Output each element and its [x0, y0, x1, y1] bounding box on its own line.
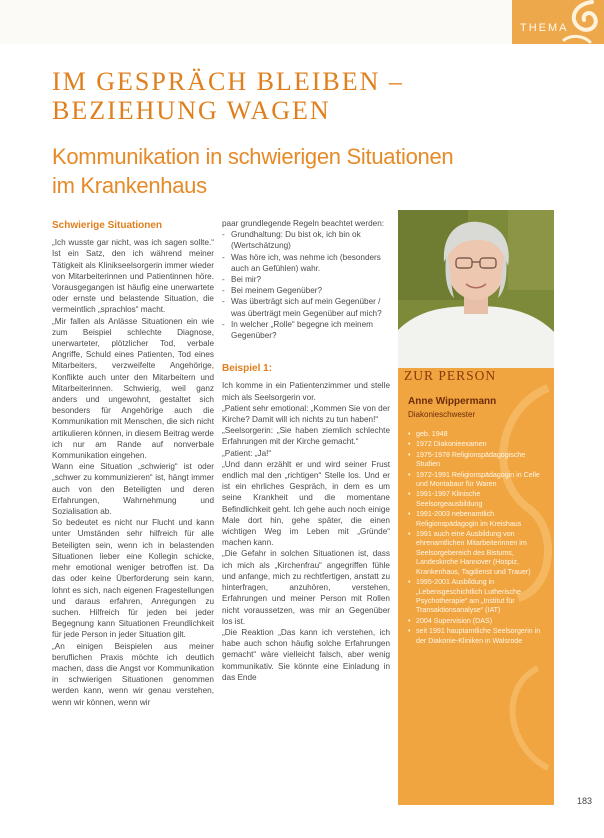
bio-item: • 1991-1997 Klinische Seelsorgeausbildung: [408, 490, 548, 509]
rule-item: - Bei meinem Gegenüber?: [222, 285, 390, 296]
section-heading: Beispiel 1:: [222, 363, 273, 375]
rule-item: - Grundhaltung: Du bist ok, ich bin ok (Wertschätzung): [222, 229, 390, 251]
paragraph: „Seelsorgerin: „Sie haben ziemlich schlechte Erfahrungen mit der Kirche gemacht.“: [222, 426, 390, 447]
portrait-image: [398, 210, 554, 370]
bio-list: [408, 430, 548, 647]
article-headline: [52, 67, 552, 125]
paragraph: „Patient sehr emotional: „Kommen Sie von der Kirche? Damit will ich nichts zu tun haben!“: [222, 403, 390, 425]
bio-item: • 1972 Diakonieexamen: [408, 440, 548, 449]
subheadline-line: Kommunikation in schwierigen Situationen: [52, 144, 454, 169]
paragraph: Ich komme in ein Patientenzimmer und stelle mich als Seelsorgerin vor.: [222, 381, 390, 402]
bio-item: • 2004 Supervision (DAS): [408, 617, 548, 626]
headline-line: BEZIEHUNG WAGEN: [52, 96, 331, 125]
subheadline-line: im Krankenhaus: [52, 173, 207, 198]
rule-item: - Bei mir?: [222, 274, 390, 285]
section-tab: [512, 0, 604, 44]
paragraph: So bedeutet es nicht nur Flucht und kann unter Umständen sehr hilfreich für alle Beteiligten sein, wenn ich in belastenden Situationen lieber eine Kollegin schicke, mehr emotional weniger betroffen ist. Da das oder keine Überforderung sein kann, lohnt es sich, nach eigenen Fragestellungen und daraus erfahren, Anregungen zu suchen. Hilfreich für jeden bei jeder Begegnung kann Situationen Freundlichkeit für jede Person in jeder Situation gilt.: [52, 518, 214, 640]
portrait-photo: [398, 210, 554, 370]
person-name: Anne Wippermann: [408, 396, 497, 407]
article-subheadline: [52, 142, 572, 200]
paragraph: Wann eine Situation „schwierig“ ist oder „schwer zu kommunizieren“ ist, hängt immer auch von den Beteiligten und deren Erfahrungen, Wahrnehmung und Sozialisation ab.: [52, 462, 214, 517]
page-number: 183: [577, 796, 593, 806]
rules-list: [222, 229, 390, 341]
bio-item: • seit 1991 hauptamtliche Seelsorgerin in der Diakonie-Kliniken in Walsrode: [408, 627, 548, 646]
rule-item: - Was überträgt sich auf mein Gegenüber / was überträgt mein Gegenüber auf mich?: [222, 296, 390, 318]
bio-item: • 1972-1991 Religionspädagogin in Celle und Montabaur für Waren: [408, 471, 548, 490]
section-tab-label: THEMA: [520, 22, 569, 34]
paragraph: „Die Reaktion „Das kann ich verstehen, ich habe auch schon häufig solche Erfahrungen gemacht“ wäre vielleicht falsch, aber wenig kommunikativ. Sie könnte eine Einladung in das Ende: [222, 627, 390, 682]
bio-item: • 1991-2003 nebenamtlich Religionspädagogin im Kreishaus: [408, 510, 548, 529]
swirl-ornament-icon: [554, 0, 604, 44]
paragraph: „Mir fallen als Anlässe Situationen ein wie zum Beispiel schlechte Diagnose, unerwarteter, plötzlicher Tod, verbale Angriffe, Schuld eines Patienten, Tod eines Mitarbeiters, verzweifelte Angehörige, Konflikte auch unter den Mitarbeitern und Mitarbeiterinnen. Schwierig, weil ganz anders und ungewohnt, gestaltet sich besonders für Angehörige auch die Kommunikation mit Menschen, die sich nicht artikulieren können, in diesem Beitrag werde ich nur am Rande auf nonverbale Kommunikation eingehen.: [52, 316, 214, 461]
bio-item: • geb. 1948: [408, 430, 548, 439]
section-heading: Schwierige Situationen: [52, 220, 163, 231]
paragraph: „An einigen Beispielen aus meiner beruflichen Praxis möchte ich deutlich machen, dass die Angst vor Kommunikation in schwierigen Situationen genommen werden kann, wenn wir genau verstehen, wenn wir können, wenn wir: [52, 641, 214, 707]
rule-item: - In welcher „Rolle“ begegne ich meinem Gegenüber?: [222, 319, 390, 341]
person-sidebar: [398, 368, 554, 805]
paragraph: „Die Gefahr in solchen Situationen ist, dass ich mich als „Kirchenfrau“ angegriffen fühle und anfange, mich zu rechtfertigen, anstatt zu hinterfragen, anzuhören, verstehen, Erfahrungen und meiner Person mit Rollen nicht voraussetzen, was mir an Gegenüber los ist.: [222, 549, 390, 626]
bio-item: • 1995-2001 Ausbildung in „Lebensgeschichtlich Lutherische Psychotherapie“ am „Institut für Transaktionsanalyse“ (IAT): [408, 578, 548, 616]
paragraph: „Patient: „Ja!“: [222, 448, 272, 458]
headline-line: IM GESPRÄCH BLEIBEN –: [52, 67, 404, 96]
paragraph: paar grundlegende Regeln beachtet werden:: [222, 219, 385, 228]
text-column-2: [222, 218, 390, 683]
bio-item: • 1991 auch eine Ausbildung von ehrenamtlichen Mitarbeiterinnen im Seelsorgebereich des Bistums, Landeskirche Hannover (Hospiz, Krankenhaus, Tagdienst und Trauer): [408, 530, 548, 577]
paragraph: „Und dann erzählt er und wird seiner Frust endlich mal den „richtigen“ Stelle los. Und er ist ein ehrliches Gespräch, in dem es um seine Krankheit und die momentane Befindlichkeit geht. Ich gehe auch noch einige Male dort hin, gehe später, die einen wichtigen Weg im Leben mit „Gründe“ machen kann.: [222, 459, 390, 548]
bio-item: • 1975-1978 Religionspädagogische Studien: [408, 451, 548, 470]
rule-item: - Was höre ich, was nehme ich (besonders auch an Gefühlen) wahr.: [222, 252, 390, 274]
text-column-1: [52, 220, 214, 708]
person-role: Diakonieschwester: [408, 410, 476, 419]
sidebar-title: ZUR PERSON: [404, 368, 497, 383]
paragraph: „Ich wusste gar nicht, was ich sagen sollte.“ Ist ein Satz, den ich während meiner Tätigkeit als Klinikseelsorgerin immer wieder von Mitarbeiterinnen und Patientinnen höre. Vorausgegangen ist häufig eine unerwartete oder ernste und belastende Situation, die vermeintlich „sprachlos“ macht.: [52, 238, 214, 315]
